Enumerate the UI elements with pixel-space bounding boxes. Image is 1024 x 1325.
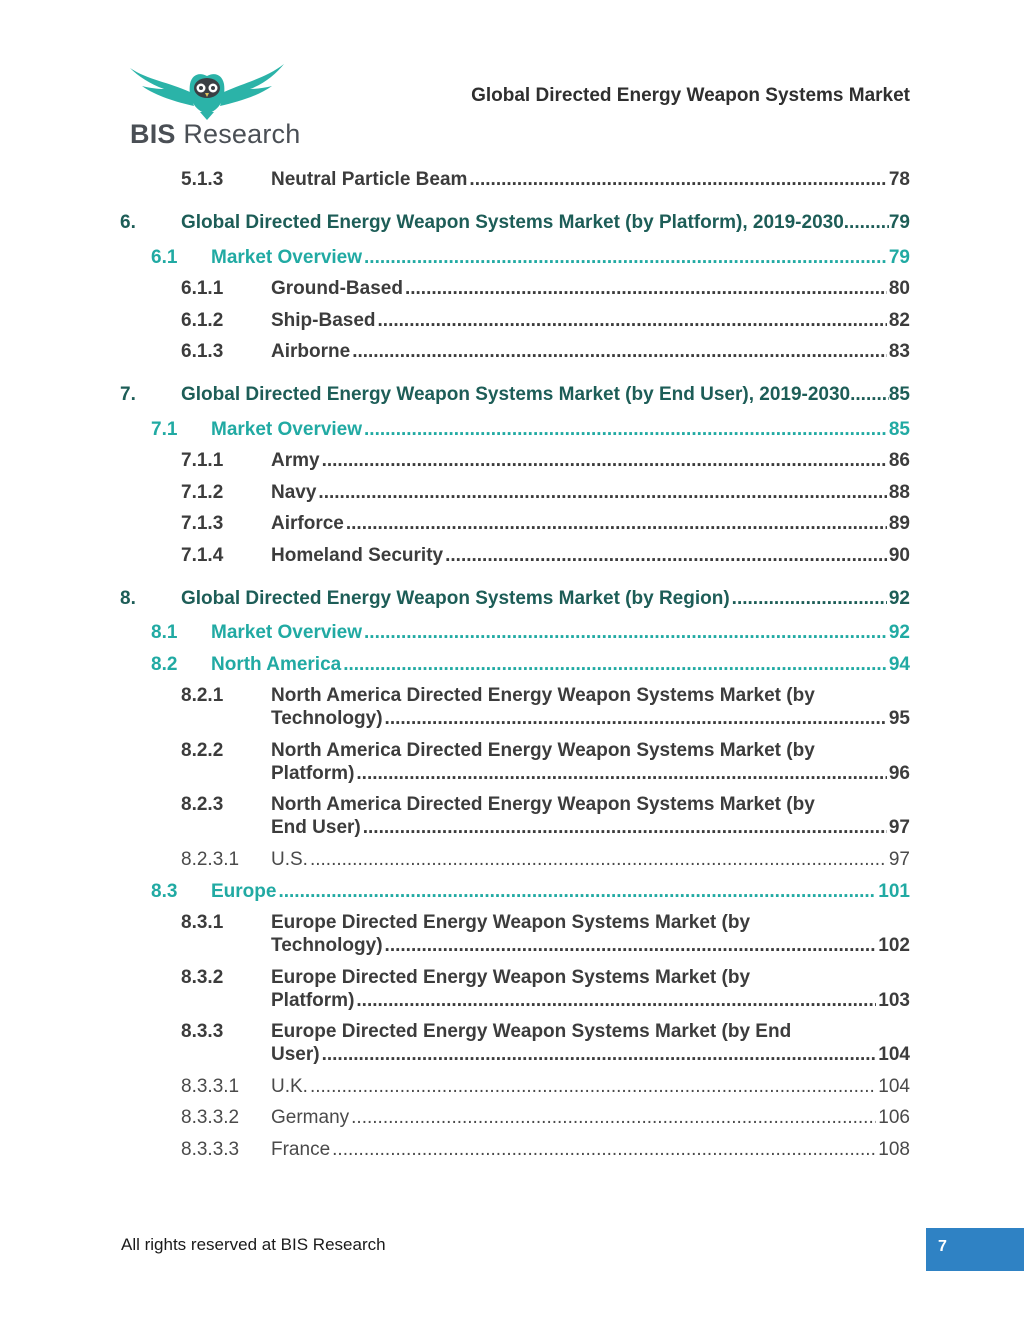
toc-page: 106 (878, 1107, 910, 1128)
toc-title-line1: Europe Directed Energy Weapon Systems Market (by (271, 967, 751, 988)
toc-page: 88 (888, 482, 910, 503)
toc-number: 7.1 (151, 419, 178, 440)
toc-page: 101 (878, 881, 910, 902)
toc-number: 8.3.2 (181, 967, 224, 988)
toc-page: 103 (878, 990, 910, 1011)
toc-page: 79 (888, 212, 910, 233)
toc-page: 96 (888, 763, 910, 784)
toc-page: 104 (878, 1076, 910, 1097)
toc-page: 86 (888, 450, 910, 471)
toc-page: 92 (888, 588, 910, 609)
logo-wordmark: BIS Research (130, 119, 301, 149)
toc-page: 90 (888, 545, 910, 566)
toc-title: Airforce (271, 513, 344, 534)
toc-number: 8.2.3.1 (181, 849, 240, 870)
toc-number: 7. (120, 384, 136, 405)
toc-title-line1: Europe Directed Energy Weapon Systems Market (by End (271, 1021, 792, 1042)
toc-page: 94 (888, 654, 910, 675)
page-number: 7 (938, 1238, 947, 1255)
toc-title: Global Directed Energy Weapon Systems Market (by Region) (181, 588, 730, 609)
toc-number: 6.1.1 (181, 278, 224, 299)
toc-title-line1: North America Directed Energy Weapon Systems Market (by (271, 685, 815, 706)
toc-page: 97 (888, 849, 910, 870)
toc-number: 6.1.2 (181, 310, 224, 331)
toc-page: 95 (888, 708, 910, 729)
toc-page: 89 (888, 513, 910, 534)
toc-title: France (271, 1139, 331, 1160)
toc-number: 6.1.3 (181, 341, 224, 362)
toc-title: Global Directed Energy Weapon Systems Market (by Platform), 2019-2030 (181, 212, 844, 233)
toc-page: 108 (878, 1139, 910, 1160)
toc-title: Airborne (271, 341, 351, 362)
toc-page: 85 (888, 419, 910, 440)
toc-title: U.K. (271, 1076, 308, 1097)
toc-page: 79 (888, 247, 910, 268)
toc-number: 6.1 (151, 247, 178, 268)
toc-title: Homeland Security (271, 545, 444, 566)
toc-number: 8.2.2 (181, 740, 224, 761)
bis-research-logo (128, 62, 301, 152)
toc-number: 8.3.3 (181, 1021, 224, 1042)
toc-number: 8.2 (151, 654, 178, 675)
toc-title-line2: Technology) (271, 708, 383, 729)
toc-number: 7.1.3 (181, 513, 224, 534)
toc-title: Neutral Particle Beam (271, 169, 468, 190)
toc-page: 104 (878, 1044, 910, 1065)
toc-title-line1: North America Directed Energy Weapon Systems Market (by (271, 740, 815, 761)
toc-title: Global Directed Energy Weapon Systems Market (by End User), 2019-2030 (181, 384, 851, 405)
toc-title: Army (271, 450, 320, 471)
toc-number: 8.2.1 (181, 685, 224, 706)
toc-number: 8.3 (151, 881, 178, 902)
toc-title-line2: Technology) (271, 935, 383, 956)
toc-number: 8.3.3.1 (181, 1076, 240, 1097)
toc-number: 7.1.1 (181, 450, 224, 471)
toc-page: 82 (888, 310, 910, 331)
toc-number: 6. (120, 212, 136, 233)
toc-number: 7.1.4 (181, 545, 224, 566)
toc-number: 8.1 (151, 622, 178, 643)
toc-title: Germany (271, 1107, 350, 1128)
toc-number: 8.3.3.2 (181, 1107, 240, 1128)
toc-title: Ship-Based (271, 310, 376, 331)
toc-title: Europe (211, 881, 277, 902)
footer-copyright: All rights reserved at BIS Research (121, 1235, 386, 1254)
toc-title: Market Overview (211, 419, 363, 440)
toc-number: 7.1.2 (181, 482, 224, 503)
toc-title-line2: User) (271, 1044, 320, 1065)
toc-page: 85 (888, 384, 910, 405)
toc-title-line2: End User) (271, 817, 361, 838)
toc-number: 5.1.3 (181, 169, 224, 190)
toc-title: U.S. (271, 849, 308, 870)
toc-page: 97 (888, 817, 910, 838)
toc-number: 8.2.3 (181, 794, 224, 815)
toc-title-line1: Europe Directed Energy Weapon Systems Market (by (271, 912, 751, 933)
toc-page: 102 (878, 935, 910, 956)
toc-title-line2: Platform) (271, 763, 355, 784)
toc-title: North America (211, 654, 342, 675)
page-number-badge (926, 1228, 1024, 1271)
toc-title: Market Overview (211, 247, 363, 268)
document-header-title: Global Directed Energy Weapon Systems Market (471, 85, 910, 106)
toc-page: 83 (888, 341, 910, 362)
toc-title: Navy (271, 482, 317, 503)
owl-icon (128, 62, 288, 122)
toc-title-line1: North America Directed Energy Weapon Systems Market (by (271, 794, 815, 815)
toc-page: 80 (888, 278, 910, 299)
toc-title: Market Overview (211, 622, 363, 643)
toc-title-line2: Platform) (271, 990, 355, 1011)
toc-page: 92 (888, 622, 910, 643)
toc-number: 8. (120, 588, 136, 609)
toc-page: 78 (888, 169, 910, 190)
toc-number: 8.3.1 (181, 912, 224, 933)
toc-title: Ground-Based (271, 278, 403, 299)
toc-number: 8.3.3.3 (181, 1139, 240, 1160)
